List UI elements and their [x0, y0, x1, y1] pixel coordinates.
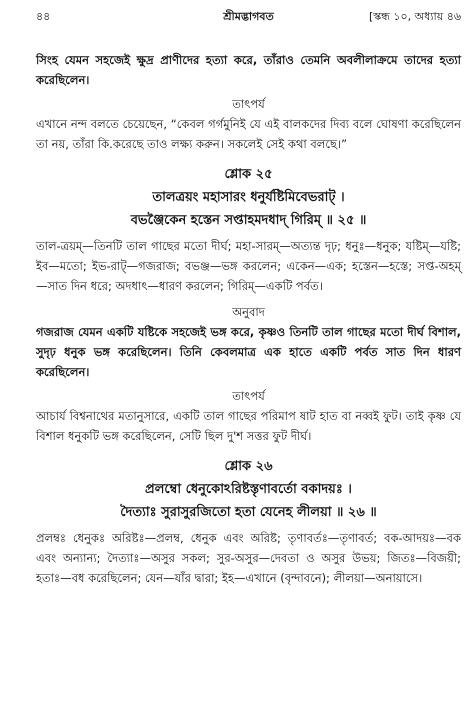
verse-heading: শ্লোক ২৫ [224, 167, 273, 182]
chapter-reference: [স্কন্ধ ১০, অধ্যায় ৪৬ [368, 10, 461, 23]
purport-text: এখানে নন্দ বলতে চেয়েছেন, “কেবল গর্গমুনিই যে এই বালকদের দিব্য বলে ঘোষণা করেছিলেন তা নয়, তাঁরা কি.করেছে তাও লক্ষ্য করুন। সকলেই সেই কথা বলছে।” [36, 117, 461, 151]
purport-heading: তাৎপর্য [232, 389, 265, 403]
verse-line: দৈত্যাঃ সুরাসুরজিতো হতা যেনেহ লীলয়া ॥ ২৬ ॥ [120, 505, 377, 520]
word-synonyms: প্রলম্বঃ ধেনুকঃ অরিষ্টঃ—প্রলম্ব, ধেনুক এবং অরিষ্ট; তৃণাবর্তঃ—তৃণাবর্ত; বক-আদয়ঃ—বক এবং অন্যান্য; দৈত্যাঃ—অসুর সকল; সুর-অসুর—দেবতা ও অসুর উভয়; জিতঃ—বিজয়ী; হতাঃ—বধ করেছিলেন; যেন—যাঁর দ্বারা; ইহ—এখানে (বৃন্দাবনে); লীলয়া—অনায়াসে। [36, 531, 461, 585]
page-content [36, 50, 461, 588]
running-header [36, 8, 461, 26]
verse-heading: শ্লোক ২৬ [224, 459, 273, 474]
word-synonyms: তাল-ত্রয়ম্‌—তিনটি তাল গাছের মতো দীর্ঘ; মহা-সারম্‌—অত্যন্ত দৃঢ়; ধনুঃ—ধনুক; যষ্টিম্‌—যষ্টি; ইব—মতো; ইভ-রাট্‌—গজরাজ; বভঞ্জ—ভঙ্গ করলেন; একেন—এক; হস্তেন—হস্তে; সপ্ত-অহম্‌—সাত দিন ধরে; অদধাৎ—ধারণ করলেন; গিরিম্‌—একটি পর্বত। [36, 239, 461, 293]
purport-text: আচার্য বিশ্বনাথের মতানুসারে, একটি তাল গাছের পরিমাপ ষাট হাত বা নব্বই ফুট। তাই কৃষ্ণ যে বিশাল ধনুকটি ভঙ্গ করেছিলেন, সেটি ছিল দু'শ সত্তর ফুট দীর্ঘ। [36, 409, 461, 443]
page-number: ৪৪ [36, 10, 51, 23]
verse-line: তালত্রয়ং মহাসারং ধনুর্যষ্টিমিবেভরাট্‌ । [152, 190, 345, 205]
translation-text: গজরাজ যেমন একটি যষ্টিকে সহজেই ভঙ্গ করে, কৃষ্ণও তিনটি তাল গাছের মতো দীর্ঘ বিশাল, সুদৃঢ় ধনুক ভঙ্গ করেছিলেন। তিনি কেবলমাত্র এক হাতে একটি পর্বত সাত দিন ধারণ করেছিলেন। [36, 325, 461, 379]
top-paragraph: সিংহ যেমন সহজেই ক্ষুদ্র প্রাণীদের হত্যা করে, তাঁরাও তেমনি অবলীলাক্রমে তাদের হত্যা করেছিলেন। [36, 53, 461, 87]
translation-heading: অনুবাদ [232, 305, 265, 319]
book-title: শ্রীমদ্ভাগবত [223, 10, 274, 23]
purport-heading: তাৎপর্য [232, 97, 265, 111]
verse-line: প্রলম্বো ধেনুকোঽরিষ্টস্তৃণাবর্তো বকাদয়ঃ । [145, 482, 352, 497]
verse-line: বভঞ্জৈকেন হস্তেন সপ্তাহমদধাদ্‌ গিরিম্‌ ॥ ২৫ ॥ [130, 213, 367, 228]
